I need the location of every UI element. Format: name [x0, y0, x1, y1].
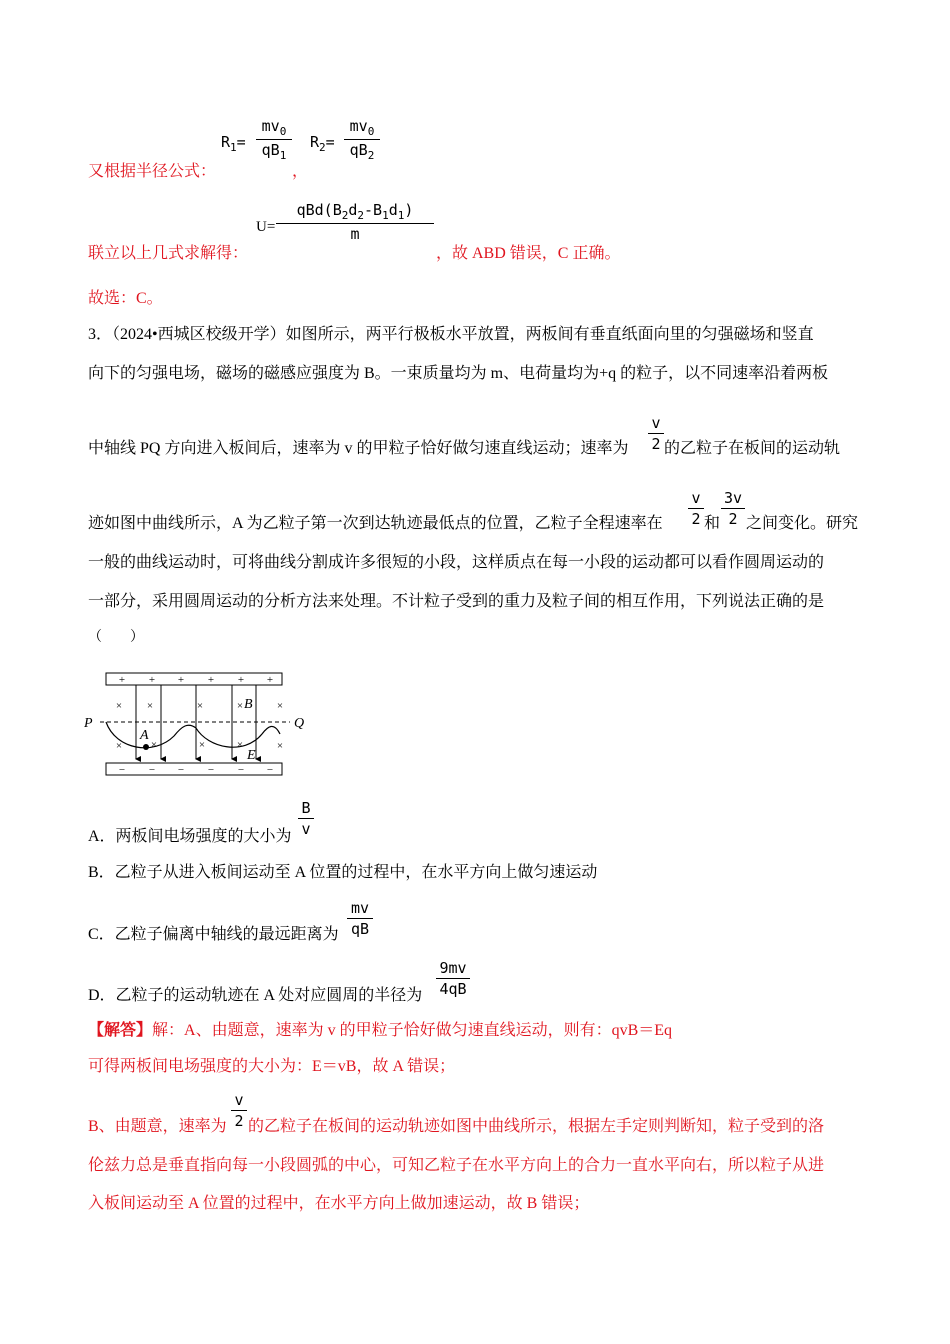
answer-line-3a: B、由题意，速率为: [88, 1118, 227, 1135]
q3-line-1: 3．（2024•西城区校级开学）如图所示，两平行极板水平放置，两板间有垂直纸面向里的匀强磁场和竖直: [88, 326, 814, 343]
option-c: C．乙粒子偏离中轴线的最远距离为: [88, 926, 339, 943]
capacitor-figure: [84, 664, 324, 784]
svg-text:×: ×: [115, 740, 123, 752]
q3-line-6: 一部分，采用圆周运动的分析方法来处理。不计粒子受到的重力及粒子间的相互作用，下列说法正确的是: [88, 593, 825, 610]
svg-text:×: ×: [236, 739, 244, 751]
q3-line-5: 一般的曲线运动时，可将曲线分割成许多很短的小段，这样质点在每一小段的运动都可以看作圆周运动的: [88, 554, 825, 571]
label-q: Q: [294, 716, 305, 731]
choose-answer: 故选：C。: [88, 290, 163, 307]
option-b: B．乙粒子从进入板间运动至 A 位置的过程中，在水平方向上做匀速运动: [88, 864, 598, 881]
formula-u-lhs: U=: [256, 219, 276, 235]
label-e: E: [247, 748, 256, 763]
label-b: B: [244, 697, 253, 712]
frac-3v-over-2: 3v 2: [721, 491, 745, 527]
q3-answer-blank: （ ）: [88, 630, 144, 645]
answer-line-3b: 的乙粒子在板间的运动轨迹如图中曲线所示，根据左手定则判断知，粒子受到的洛: [248, 1118, 825, 1135]
frac-9mv-over-4qb: 9mv 4qB: [436, 961, 470, 997]
solve-result: ，故 ABD 错误，C 正确。: [436, 245, 621, 262]
formula-r1-lhs: $R_1=$: [221, 133, 246, 154]
magnetic-field-crosses: [116, 700, 283, 752]
frac-v-over-2-a: v 2: [648, 416, 664, 452]
svg-text:+: +: [177, 674, 185, 686]
svg-text:+: +: [148, 674, 156, 686]
label-a: A: [140, 728, 149, 743]
q3-line-4c: 之间变化。研究: [746, 515, 859, 532]
frac-v-over-2-c: v 2: [231, 1093, 247, 1129]
svg-text:+: +: [266, 674, 274, 686]
answer-line-1: [88, 1023, 672, 1039]
formula-r2-fraction: $mv_0$ $qB_2$: [344, 119, 380, 161]
svg-text:−: −: [237, 764, 245, 776]
svg-text:−: −: [177, 764, 185, 776]
option-d: D．乙粒子的运动轨迹在 A 处对应圆周的半径为: [88, 987, 423, 1004]
answer-line-2: 可得两板间电场强度的大小为：E＝vB，故 A 错误；: [88, 1058, 456, 1075]
point-a: [143, 744, 149, 750]
svg-text:+: +: [237, 674, 245, 686]
svg-text:×: ×: [276, 700, 284, 712]
formula-r1-fraction: $mv_0$ $qB_1$: [256, 119, 292, 161]
svg-text:×: ×: [150, 739, 158, 751]
solve-text: 联立以上几式求解得：: [88, 245, 249, 262]
svg-text:−: −: [266, 764, 274, 776]
q3-line-2: 向下的匀强电场，磁场的磁感应强度为 B。一束质量均为 m、电荷量均为+q 的粒子，以不同速率沿着两板: [88, 365, 829, 382]
answer-line-4: 伦兹力总是垂直指向每一小段圆弧的中心，可知乙粒子在水平方向上的合力一直水平向右，所以粒子从进: [88, 1157, 825, 1174]
formula-r2-lhs: $R_2=$: [310, 133, 335, 154]
svg-text:×: ×: [115, 700, 123, 712]
svg-text:+: +: [207, 674, 215, 686]
svg-text:−: −: [118, 764, 126, 776]
svg-text:×: ×: [198, 739, 206, 751]
radius-formula-comma: ，: [292, 163, 309, 180]
answer-tag: 【解答】: [88, 1022, 153, 1039]
option-a: A．两板间电场强度的大小为: [88, 828, 292, 845]
answer-line-5: 入板间运动至 A 位置的过程中，在水平方向上做加速运动，故 B 错误；: [88, 1195, 590, 1212]
radius-formula-text: 又根据半径公式：: [88, 163, 217, 180]
particle-trajectory: [106, 722, 280, 748]
q3-line-3b: 的乙粒子在板间的运动轨: [664, 440, 841, 457]
svg-text:−: −: [148, 764, 156, 776]
q3-line-4a: 迹如图中曲线所示，A 为乙粒子第一次到达轨迹最低点的位置，乙粒子全程速率在: [88, 515, 663, 532]
svg-text:+: +: [118, 674, 126, 686]
q3-line-4b: 和: [704, 515, 721, 532]
frac-v-over-2-b: v 2: [688, 491, 704, 527]
formula-u-fraction: $qBd(B_2d_2-B_1d_1)$ m: [276, 203, 434, 242]
svg-text:×: ×: [276, 740, 284, 752]
answer-text-1: 解：A、由题意，速率为 v 的甲粒子恰好做匀速直线运动，则有：qvB＝Eq: [152, 1022, 673, 1039]
top-plate: [106, 673, 282, 685]
frac-mv-over-qb: mv qB: [347, 901, 373, 937]
svg-text:×: ×: [196, 700, 204, 712]
svg-text:×: ×: [236, 700, 244, 712]
q3-line-3a: 中轴线 PQ 方向进入板间后，速率为 v 的甲粒子恰好做匀速直线运动；速率为: [88, 440, 629, 457]
svg-text:−: −: [207, 764, 215, 776]
bottom-plate: [106, 763, 282, 775]
svg-text:×: ×: [146, 700, 154, 712]
label-p: P: [84, 716, 93, 731]
frac-b-over-v: B v: [298, 801, 314, 837]
